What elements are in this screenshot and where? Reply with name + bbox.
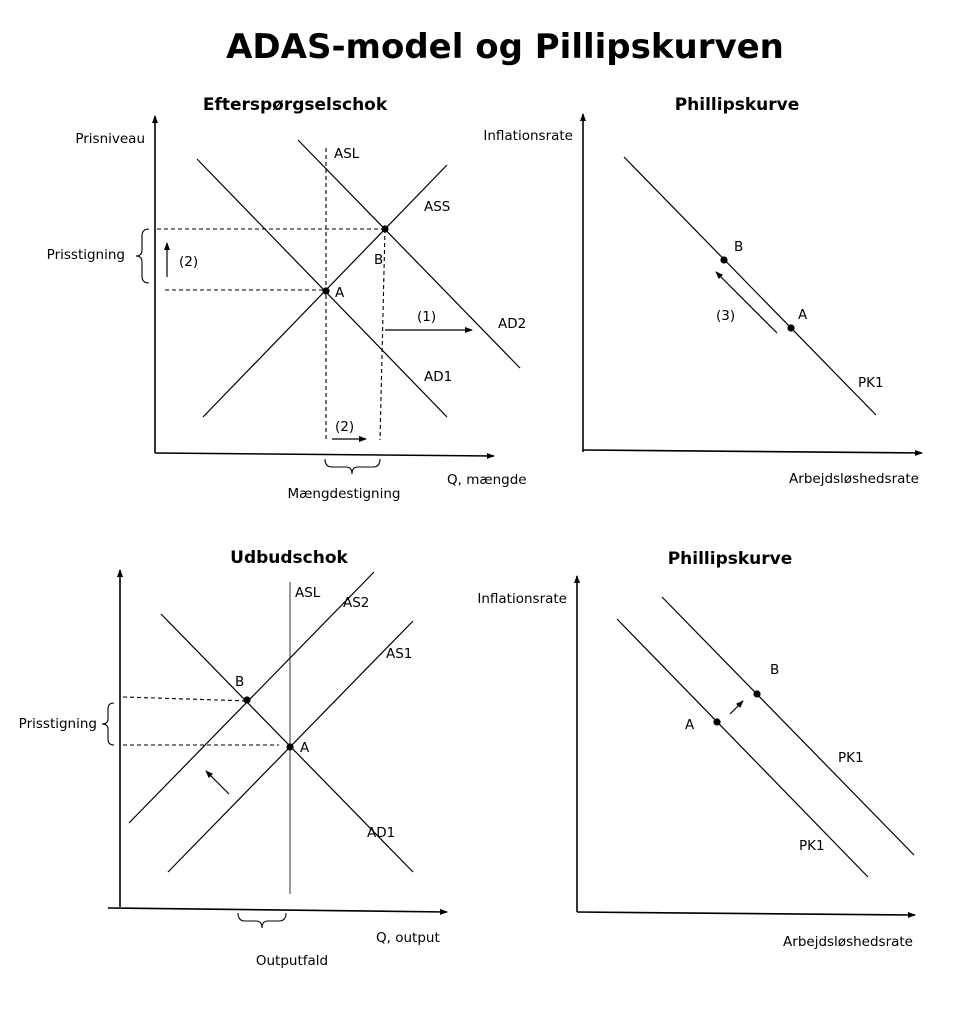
point-a xyxy=(286,743,293,750)
y-axis-label: Inflationsrate xyxy=(483,128,573,144)
point-b xyxy=(243,696,250,703)
as1-label: AS1 xyxy=(386,646,413,662)
phillips-supply-panel xyxy=(477,549,915,950)
shift-arrow xyxy=(206,771,229,794)
ass-label: ASS xyxy=(424,199,451,215)
ad1-label: AD1 xyxy=(367,825,396,841)
phillips-demand-title: Phillipskurve xyxy=(674,95,800,115)
ad1-label: AD1 xyxy=(424,369,453,385)
ad2-label: AD2 xyxy=(498,316,527,332)
pk1-lower-curve xyxy=(617,619,868,877)
point-a-label: A xyxy=(300,740,310,756)
supply-shock-panel xyxy=(19,548,447,969)
quantity-up-arrow-label: (2) xyxy=(335,419,355,435)
point-b-label: B xyxy=(374,252,384,268)
main-title: ADAS-model og Pillipskurven xyxy=(226,27,784,67)
price-b-guide xyxy=(123,697,250,701)
output-fall-label: Outputfald xyxy=(255,953,329,969)
ad2-curve xyxy=(298,140,520,368)
x-axis xyxy=(577,912,915,915)
price-rise-brace xyxy=(136,229,149,283)
point-a xyxy=(713,718,720,725)
supply-shock-title: Udbudschok xyxy=(230,548,348,568)
point-b-label: B xyxy=(734,239,744,255)
movement-arrow-label: (3) xyxy=(716,308,736,324)
output-fall-brace xyxy=(238,913,286,928)
as2-label: AS2 xyxy=(343,595,370,611)
point-a-label: A xyxy=(335,285,345,301)
x-axis-label: Arbejdsløshedsrate xyxy=(789,471,919,487)
price-rise-brace xyxy=(102,703,114,745)
asl-label: ASL xyxy=(334,146,360,162)
point-b-label: B xyxy=(235,674,245,690)
demand-shock-title: Efterspørgselschok xyxy=(202,95,388,115)
pk1-lower-label: PK1 xyxy=(799,838,825,854)
point-b-label: B xyxy=(770,662,780,678)
pk1-curve xyxy=(624,157,876,415)
price-rise-label: Prisstigning xyxy=(46,247,125,263)
x-axis xyxy=(583,450,922,453)
x-axis-label: Q, output xyxy=(376,930,440,946)
point-a-label: A xyxy=(798,307,808,323)
pk1-upper-label: PK1 xyxy=(838,750,864,766)
x-axis-label: Arbejdsløshedsrate xyxy=(783,934,913,950)
phillips-supply-title: Phillipskurve xyxy=(667,549,793,569)
quantity-rise-brace xyxy=(325,459,380,474)
phillips-demand-panel xyxy=(483,95,922,487)
pk1-label: PK1 xyxy=(858,375,884,391)
x-axis xyxy=(108,908,447,912)
shift-arrow xyxy=(730,701,743,714)
x-axis-label: Q, mængde xyxy=(447,472,527,488)
point-a-label: A xyxy=(685,717,695,733)
y-axis-label: Prisniveau xyxy=(75,131,145,147)
point-a xyxy=(322,287,329,294)
as2-curve xyxy=(129,572,374,823)
demand-shock-panel xyxy=(47,95,527,502)
x-axis xyxy=(155,453,494,456)
point-b xyxy=(720,256,727,263)
asl-label: ASL xyxy=(295,585,321,601)
point-b xyxy=(381,225,388,232)
point-a xyxy=(787,324,794,331)
price-up-arrow-label: (2) xyxy=(179,254,199,270)
quantity-rise-label: Mængdestigning xyxy=(287,486,401,502)
shift-arrow-label: (1) xyxy=(417,309,437,325)
ad1-curve xyxy=(197,159,447,417)
y-axis-label: Inflationsrate xyxy=(477,591,567,607)
pk1-upper-curve xyxy=(662,597,914,855)
price-rise-label: Prisstigning xyxy=(18,716,97,732)
point-b xyxy=(753,690,760,697)
